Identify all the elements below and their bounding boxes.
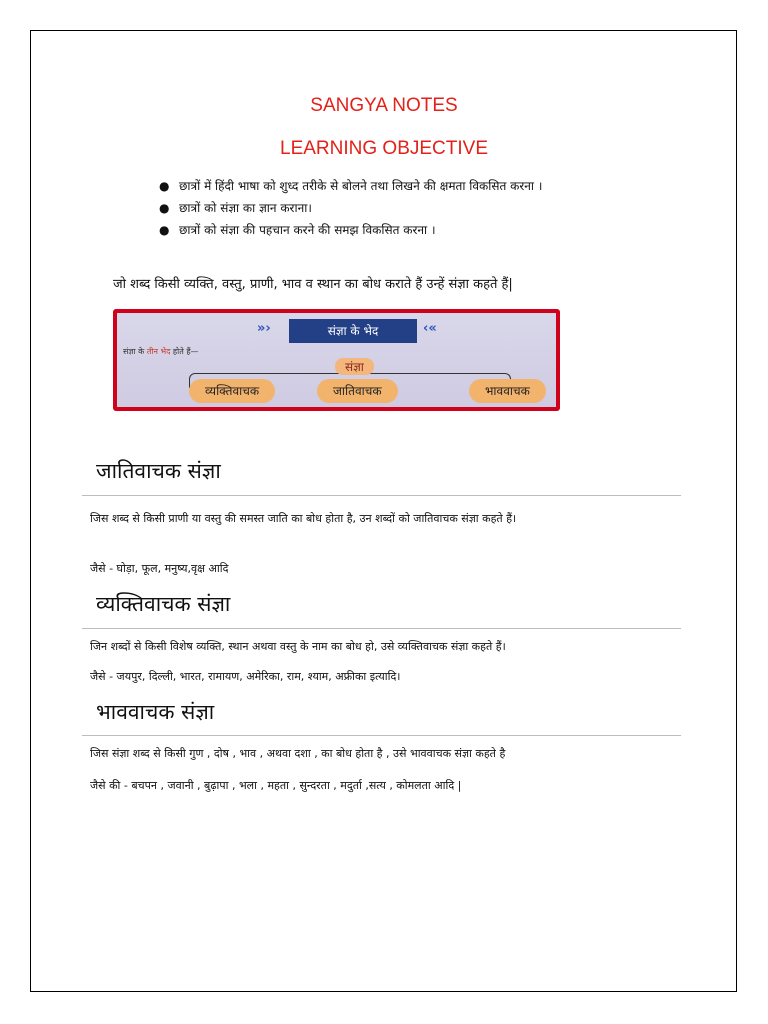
section-example: जैसे - घोड़ा, फूल, मनुष्य,वृक्ष आदि	[90, 562, 229, 575]
tree-node: व्यक्तिवाचक	[189, 379, 275, 403]
chevrons-left-icon: ‹«	[423, 321, 437, 336]
section-heading: जातिवाचक संज्ञा	[96, 459, 221, 483]
page-subtitle: LEARNING OBJECTIVE	[280, 138, 488, 159]
chevrons-right-icon: »›	[257, 321, 271, 336]
list-item: ● छात्रों को संज्ञा का ज्ञान कराना।	[155, 197, 542, 219]
bullet-icon: ●	[159, 223, 170, 237]
section-text: जिन शब्दों से किसी विशेष व्यक्ति, स्थान अथवा वस्तु के नाम का बोध हो, उसे व्यक्तिवाचक संज्ञा कहते हैं।	[90, 640, 506, 653]
tree-node: जातिवाचक	[317, 379, 398, 403]
section-example: जैसे - जयपुर, दिल्ली, भारत, रामायण, अमेरिका, राम, श्याम, अफ्रीका इत्यादि।	[90, 670, 401, 683]
divider	[82, 628, 681, 629]
section-example: जैसे की - बचपन , जवानी , बुढ़ापा , भला , महता , सुन्दरता , मदुर्ता ,सत्य , कोमलता आदि |	[90, 779, 462, 792]
image-caption: संज्ञा के तीन भेद होते हैं—	[123, 347, 199, 356]
section-heading: व्यक्तिवाचक संज्ञा	[96, 592, 231, 616]
sangya-definition: जो शब्द किसी व्यक्ति, वस्तु, प्राणी, भाव व स्थान का बोध कराते हैं उन्हें संज्ञा कहते हैं|	[113, 277, 513, 292]
divider	[82, 735, 681, 736]
list-item: ● छात्रों को संज्ञा की पहचान करने की समझ विकसित करना ।	[155, 219, 542, 241]
bullet-icon: ●	[159, 179, 170, 193]
image-banner: संज्ञा के भेद	[289, 319, 417, 343]
divider	[82, 495, 681, 496]
page-title: SANGYA NOTES	[310, 95, 458, 116]
bullet-icon: ●	[159, 201, 170, 215]
sangya-types-image	[113, 309, 560, 411]
section-text: जिस शब्द से किसी प्राणी या वस्तु की समस्त जाति का बोध होता है, उन शब्दों को जातिवाचक संज्ञा कहते हैं।	[90, 512, 517, 525]
tree-root-node: संज्ञा	[335, 358, 374, 375]
list-item: ● छात्रों में हिंदी भाषा को शुध्द तरीके से बोलने तथा लिखने की क्षमता विकसित करना ।	[155, 175, 542, 197]
objectives-list	[155, 175, 542, 241]
section-text: जिस संज्ञा शब्द से किसी गुण , दोष , भाव , अथवा दशा , का बोध होता है , उसे भाववाचक संज्ञा कहते है	[90, 747, 506, 760]
tree-node: भाववाचक	[469, 379, 546, 403]
section-heading: भाववाचक संज्ञा	[96, 700, 215, 724]
